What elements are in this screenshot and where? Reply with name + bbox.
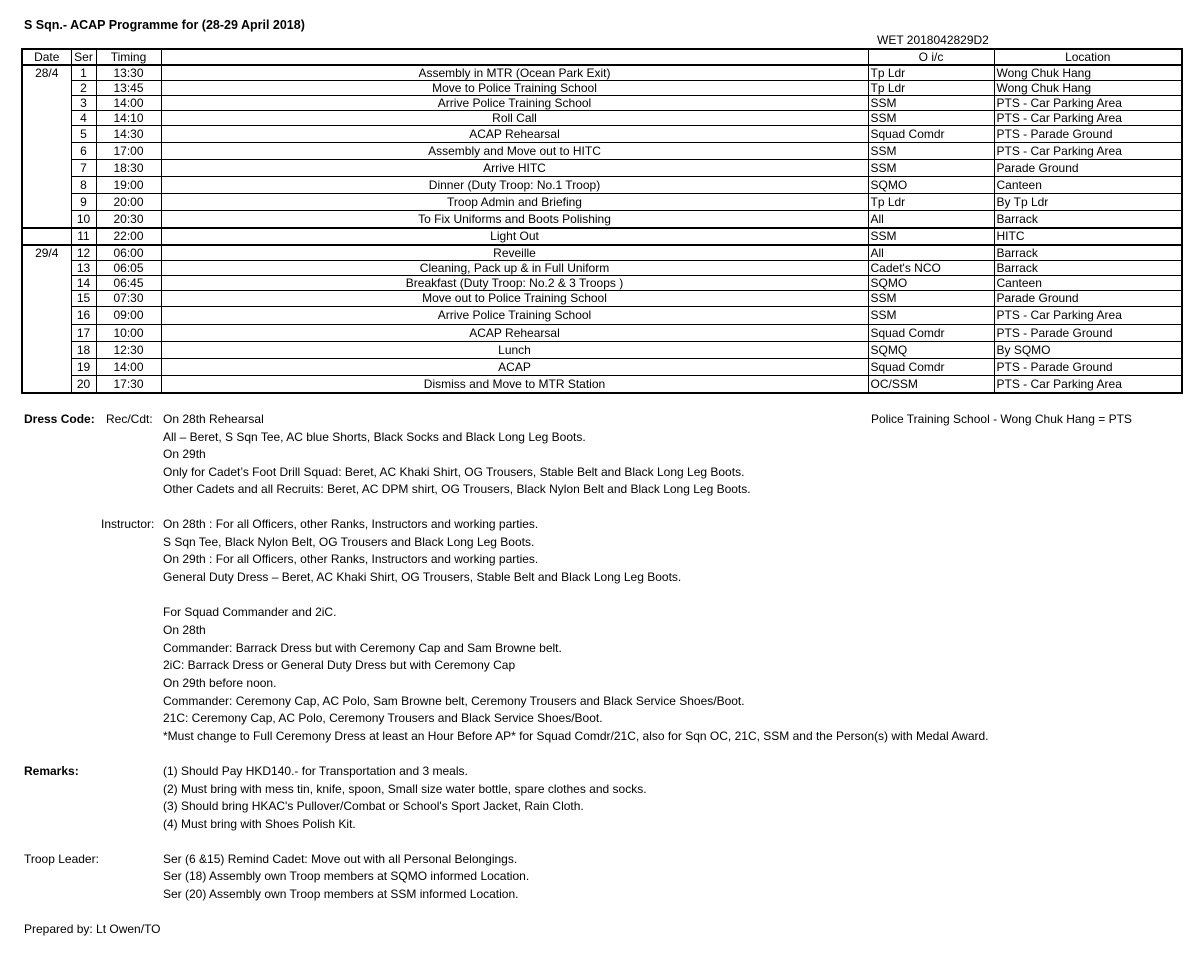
- cell-ser: 4: [71, 111, 96, 126]
- cell-location: PTS - Car Parking Area: [994, 96, 1182, 111]
- cell-timing: 14:00: [96, 96, 161, 111]
- cell-location: By SQMO: [994, 341, 1182, 358]
- table-row: [22, 341, 1182, 358]
- cell-ser: 2: [71, 81, 96, 96]
- cell-ser: 8: [71, 177, 96, 194]
- cell-oic: Tp Ldr: [868, 194, 994, 211]
- column-header-location: Location: [994, 49, 1182, 65]
- dress-text: On 29th before noon.: [163, 676, 277, 690]
- dress-text: General Duty Dress – Beret, AC Khaki Shirt, OG Trousers, Stable Belt and Black Long Leg Boots.: [163, 570, 682, 584]
- cell-location: PTS - Parade Ground: [994, 126, 1182, 143]
- cell-event: ACAP Rehearsal: [161, 126, 868, 143]
- troop-leader-item: Ser (18) Assembly own Troop members at SQMO informed Location.: [163, 869, 530, 883]
- cell-event: Troop Admin and Briefing: [161, 194, 868, 211]
- table-row: [22, 81, 1182, 96]
- cell-location: By Tp Ldr: [994, 194, 1182, 211]
- table-row: [22, 65, 1182, 81]
- cell-ser: 18: [71, 341, 96, 358]
- cell-timing: 20:30: [96, 211, 161, 228]
- dress-text: 21C: Ceremony Cap, AC Polo, Ceremony Trousers and Black Service Shoes/Boot.: [163, 711, 603, 725]
- cell-location: PTS - Car Parking Area: [994, 143, 1182, 160]
- cell-ser: 10: [71, 211, 96, 228]
- cell-timing: 06:05: [96, 260, 161, 275]
- instructor-label: Instructor:: [101, 517, 155, 531]
- table-row: [22, 358, 1182, 375]
- cell-timing: 10:00: [96, 324, 161, 341]
- column-header-event: [161, 49, 868, 65]
- table-row: [22, 126, 1182, 143]
- column-header-oic: O i/c: [868, 49, 994, 65]
- dress-text: *Must change to Full Ceremony Dress at least an Hour Before AP* for Squad Comdr/21C, also for Sqn OC, 21C, SSM and the Person(s) with Medal Award.: [163, 729, 989, 743]
- cell-location: PTS - Car Parking Area: [994, 375, 1182, 393]
- cell-oic: SSM: [868, 160, 994, 177]
- dress-text: On 29th: [163, 447, 206, 461]
- cell-event: Breakfast (Duty Troop: No.2 & 3 Troops ): [161, 275, 868, 290]
- column-header-timing: Timing: [96, 49, 161, 65]
- cell-timing: 06:00: [96, 245, 161, 261]
- schedule-table: [21, 48, 1183, 394]
- table-row: [22, 96, 1182, 111]
- cell-event: Light Out: [161, 228, 868, 245]
- remark-item: (3) Should bring HKAC's Pullover/Combat or School's Sport Jacket, Rain Cloth.: [163, 799, 584, 813]
- table-row: [22, 290, 1182, 306]
- cell-location: Canteen: [994, 275, 1182, 290]
- cell-ser: 20: [71, 375, 96, 393]
- dress-text: Commander: Ceremony Cap, AC Polo, Sam Browne belt, Ceremony Trousers and Black Service Shoes/Boot.: [163, 694, 745, 708]
- table-row: [22, 194, 1182, 211]
- dress-text: S Sqn Tee, Black Nylon Belt, OG Trousers and Black Long Leg Boots.: [163, 535, 535, 549]
- table-row: [22, 211, 1182, 228]
- column-header-ser: Ser: [71, 49, 96, 65]
- cell-location: Canteen: [994, 177, 1182, 194]
- cell-event: Assembly in MTR (Ocean Park Exit): [161, 65, 868, 81]
- cell-event: Dismiss and Move to MTR Station: [161, 375, 868, 393]
- cell-oic: Cadet's NCO: [868, 260, 994, 275]
- remark-item: (4) Must bring with Shoes Polish Kit.: [163, 817, 356, 831]
- cell-timing: 18:30: [96, 160, 161, 177]
- cell-oic: All: [868, 245, 994, 261]
- dress-text: On 28th Rehearsal: [163, 412, 264, 426]
- cell-date: 28/4: [22, 65, 71, 228]
- cell-timing: 07:30: [96, 290, 161, 306]
- column-header-date: Date: [22, 49, 71, 65]
- cell-location: Barrack: [994, 260, 1182, 275]
- table-row: [22, 306, 1182, 324]
- cell-ser: 19: [71, 358, 96, 375]
- table-row: [22, 177, 1182, 194]
- cell-ser: 3: [71, 96, 96, 111]
- cell-event: Move out to Police Training School: [161, 290, 868, 306]
- cell-timing: 06:45: [96, 275, 161, 290]
- remarks-heading: Remarks:: [24, 764, 79, 778]
- cell-oic: SSM: [868, 96, 994, 111]
- cell-ser: 11: [71, 228, 96, 245]
- table-row: [22, 143, 1182, 160]
- cell-ser: 1: [71, 65, 96, 81]
- cell-location: HITC: [994, 228, 1182, 245]
- cell-ser: 15: [71, 290, 96, 306]
- dress-text: Only for Cadet’s Foot Drill Squad: Beret, AC Khaki Shirt, OG Trousers, Stable Belt and Black Long Leg Boots.: [163, 465, 745, 479]
- cell-oic: SSM: [868, 111, 994, 126]
- cell-location: Parade Ground: [994, 290, 1182, 306]
- cell-timing: 13:45: [96, 81, 161, 96]
- cell-ser: 14: [71, 275, 96, 290]
- cell-oic: SSM: [868, 290, 994, 306]
- cell-event: To Fix Uniforms and Boots Polishing: [161, 211, 868, 228]
- cell-oic: SSM: [868, 228, 994, 245]
- table-row: [22, 324, 1182, 341]
- table-row: [22, 260, 1182, 275]
- cell-timing: 12:30: [96, 341, 161, 358]
- cell-event: ACAP Rehearsal: [161, 324, 868, 341]
- cell-oic: Squad Comdr: [868, 324, 994, 341]
- cell-oic: All: [868, 211, 994, 228]
- cell-ser: 17: [71, 324, 96, 341]
- reference-code: WET 2018042829D2: [877, 33, 989, 47]
- dress-text: On 28th: [163, 623, 206, 637]
- cell-timing: 20:00: [96, 194, 161, 211]
- cell-event: Roll Call: [161, 111, 868, 126]
- cell-location: PTS - Parade Ground: [994, 324, 1182, 341]
- table-header-row: [22, 49, 1182, 65]
- cell-location: Parade Ground: [994, 160, 1182, 177]
- cell-event: Reveille: [161, 245, 868, 261]
- cell-event: Dinner (Duty Troop: No.1 Troop): [161, 177, 868, 194]
- cell-event: Arrive Police Training School: [161, 96, 868, 111]
- cell-event: Lunch: [161, 341, 868, 358]
- cell-date: [22, 228, 71, 245]
- cell-event: Arrive Police Training School: [161, 306, 868, 324]
- cell-oic: SSM: [868, 306, 994, 324]
- cell-location: Wong Chuk Hang: [994, 65, 1182, 81]
- table-row: [22, 245, 1182, 261]
- cell-location: PTS - Car Parking Area: [994, 111, 1182, 126]
- document-title: S Sqn.- ACAP Programme for (28-29 April 2018): [24, 18, 305, 32]
- cell-timing: 17:00: [96, 143, 161, 160]
- cell-oic: SSM: [868, 143, 994, 160]
- table-row: [22, 275, 1182, 290]
- cell-location: PTS - Parade Ground: [994, 358, 1182, 375]
- cell-oic: Squad Comdr: [868, 358, 994, 375]
- cell-ser: 7: [71, 160, 96, 177]
- cell-timing: 13:30: [96, 65, 161, 81]
- cell-date: 29/4: [22, 245, 71, 394]
- cell-location: Wong Chuk Hang: [994, 81, 1182, 96]
- cell-oic: Tp Ldr: [868, 81, 994, 96]
- troop-leader-item: Ser (20) Assembly own Troop members at SSM informed Location.: [163, 887, 519, 901]
- cell-oic: SQMO: [868, 275, 994, 290]
- cell-oic: OC/SSM: [868, 375, 994, 393]
- cell-location: Barrack: [994, 245, 1182, 261]
- dress-text: 2iC: Barrack Dress or General Duty Dress but with Ceremony Cap: [163, 658, 516, 672]
- cell-event: Arrive HITC: [161, 160, 868, 177]
- table-row: [22, 111, 1182, 126]
- dress-text: Other Cadets and all Recruits: Beret, AC DPM shirt, OG Trousers, Black Nylon Belt and Black Long Leg Boots.: [163, 482, 751, 496]
- cell-location: PTS - Car Parking Area: [994, 306, 1182, 324]
- dress-text: On 28th : For all Officers, other Ranks, Instructors and working parties.: [163, 517, 539, 531]
- cell-timing: 09:00: [96, 306, 161, 324]
- cell-event: Assembly and Move out to HITC: [161, 143, 868, 160]
- cell-ser: 6: [71, 143, 96, 160]
- cell-timing: 14:10: [96, 111, 161, 126]
- remark-item: (1) Should Pay HKD140.- for Transportation and 3 meals.: [163, 764, 468, 778]
- cell-oic: Squad Comdr: [868, 126, 994, 143]
- cell-ser: 9: [71, 194, 96, 211]
- cell-timing: 22:00: [96, 228, 161, 245]
- dress-text: On 29th : For all Officers, other Ranks, Instructors and working parties.: [163, 552, 539, 566]
- pts-note: Police Training School - Wong Chuk Hang = PTS: [871, 412, 1132, 426]
- table-row: [22, 160, 1182, 177]
- cell-location: Barrack: [994, 211, 1182, 228]
- dress-text: All – Beret, S Sqn Tee, AC blue Shorts, Black Socks and Black Long Leg Boots.: [163, 430, 586, 444]
- cell-ser: 12: [71, 245, 96, 261]
- cell-oic: Tp Ldr: [868, 65, 994, 81]
- troop-leader-heading: Troop Leader:: [24, 852, 99, 866]
- cell-timing: 14:30: [96, 126, 161, 143]
- cell-timing: 17:30: [96, 375, 161, 393]
- cell-ser: 13: [71, 260, 96, 275]
- cell-oic: SQMQ: [868, 341, 994, 358]
- table-row: [22, 375, 1182, 393]
- cell-timing: 14:00: [96, 358, 161, 375]
- prepared-by: Prepared by: Lt Owen/TO: [24, 922, 161, 936]
- cell-ser: 16: [71, 306, 96, 324]
- rec-cdt-label: Rec/Cdt:: [106, 412, 153, 426]
- dress-text: Commander: Barrack Dress but with Ceremony Cap and Sam Browne belt.: [163, 641, 562, 655]
- dress-code-heading: Dress Code:: [24, 412, 95, 426]
- schedule-body: [22, 65, 1182, 393]
- table-row: [22, 228, 1182, 245]
- cell-event: ACAP: [161, 358, 868, 375]
- remark-item: (2) Must bring with mess tin, knife, spoon, Small size water bottle, spare clothes and socks.: [163, 782, 647, 796]
- cell-ser: 5: [71, 126, 96, 143]
- cell-timing: 19:00: [96, 177, 161, 194]
- cell-event: Cleaning, Pack up & in Full Uniform: [161, 260, 868, 275]
- cell-event: Move to Police Training School: [161, 81, 868, 96]
- troop-leader-item: Ser (6 &15) Remind Cadet: Move out with all Personal Belongings.: [163, 852, 518, 866]
- cell-oic: SQMO: [868, 177, 994, 194]
- dress-text: For Squad Commander and 2iC.: [163, 605, 337, 619]
